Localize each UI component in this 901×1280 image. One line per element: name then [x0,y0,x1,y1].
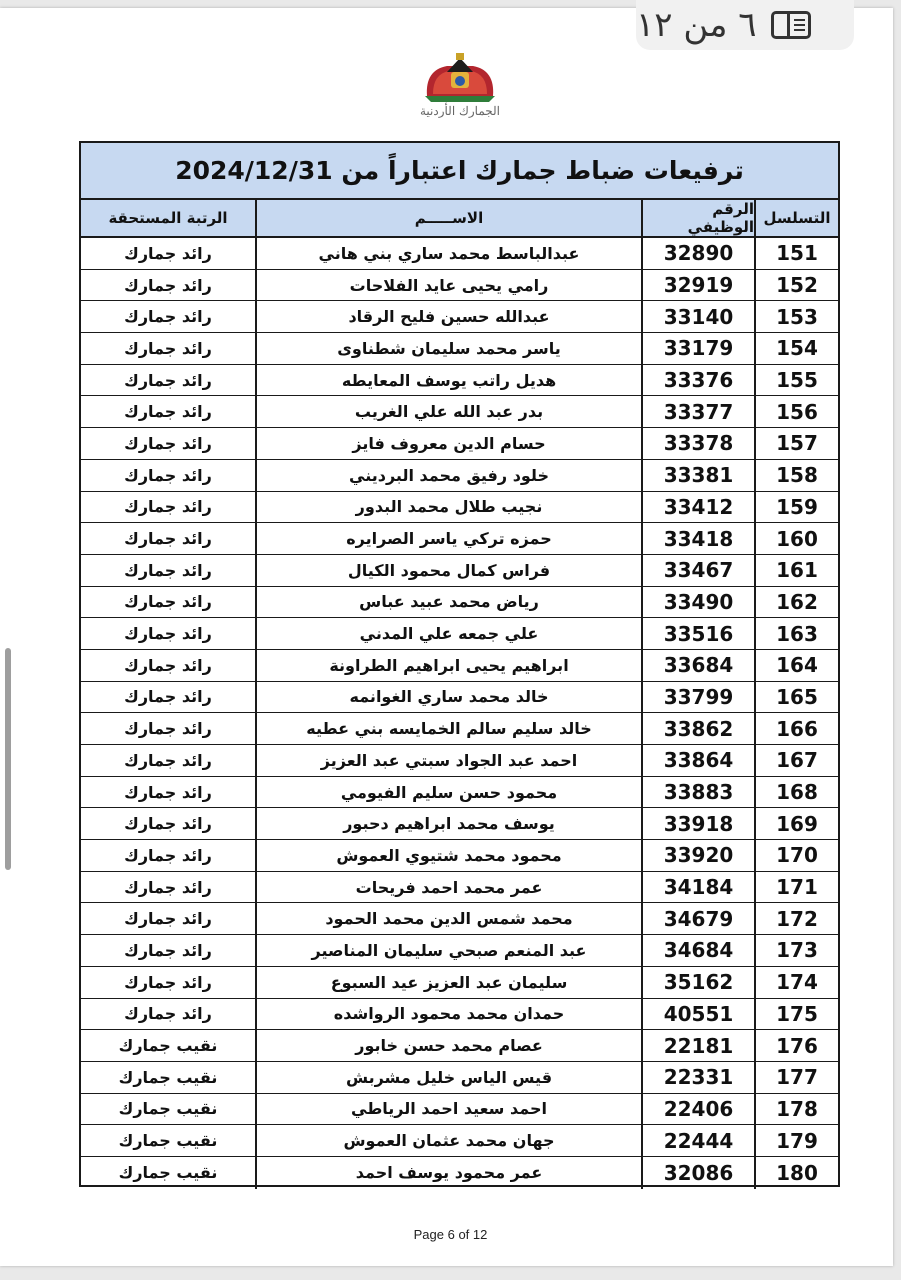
cell-job-number: 34184 [641,872,754,903]
column-header-job-number: الرقم الوظيفي [641,200,754,236]
cell-serial: 167 [754,745,838,776]
cell-name: محمد شمس الدين محمد الحمود [255,903,641,934]
cell-rank: رائد جمارك [124,940,212,960]
cell-rank: نقيب جمارك [118,1099,218,1119]
cell-rank: رائد جمارك [124,1004,212,1024]
cell-serial: 173 [754,935,838,966]
cell-name: نجيب طلال محمد البدور [255,492,641,523]
cell-serial: 180 [754,1157,838,1189]
table-row [81,555,838,587]
table-row [81,935,838,967]
cell-job-number: 33490 [641,587,754,618]
cell-serial: 169 [754,808,838,839]
cell-rank: رائد جمارك [124,687,212,707]
cell-rank: رائد جمارك [124,782,212,802]
cell-job-number: 33467 [641,555,754,586]
table-row [81,238,838,270]
table-row [81,650,838,682]
cell-rank: رائد جمارك [124,497,212,517]
cell-job-number: 33376 [641,365,754,396]
cell-job-number: 33179 [641,333,754,364]
cell-serial: 168 [754,777,838,808]
table-row [81,333,838,365]
cell-job-number: 33864 [641,745,754,776]
cell-serial: 161 [754,555,838,586]
cell-job-number: 33377 [641,396,754,427]
cell-job-number: 33920 [641,840,754,871]
cell-serial: 163 [754,618,838,649]
column-header-rank: الرتبة المستحقة [108,209,228,227]
table-row [81,999,838,1031]
cell-rank: رائد جمارك [124,370,212,390]
cell-rank: رائد جمارك [124,529,212,549]
cell-rank: رائد جمارك [124,338,212,358]
cell-rank: رائد جمارك [124,560,212,580]
table-row [81,840,838,872]
cell-rank: رائد جمارك [124,719,212,739]
cell-job-number: 33862 [641,713,754,744]
cell-rank: نقيب جمارك [118,1163,218,1183]
table-row [81,460,838,492]
cell-rank: نقيب جمارك [118,1131,218,1151]
table-row [81,745,838,777]
cell-job-number: 33883 [641,777,754,808]
table-row [81,903,838,935]
table-body [81,238,838,1189]
cell-serial: 175 [754,999,838,1030]
cell-serial: 155 [754,365,838,396]
cell-name: احمد عبد الجواد سبتي عبد العزيز [255,745,641,776]
cell-serial: 178 [754,1094,838,1125]
cell-job-number: 33684 [641,650,754,681]
table-row [81,808,838,840]
table-row [81,682,838,714]
cell-serial: 151 [754,238,838,269]
cell-name: عبد المنعم صبحي سليمان المناصير [255,935,641,966]
cell-name: عمر محمود يوسف احمد [255,1157,641,1189]
table-row [81,1094,838,1126]
cell-rank: رائد جمارك [124,750,212,770]
page-number-label: Page 6 of 12 [413,1227,488,1242]
table-row [81,270,838,302]
cell-serial: 174 [754,967,838,998]
cell-name: خالد محمد ساري الغوانمه [255,682,641,713]
cell-name: عمر محمد احمد فريحات [255,872,641,903]
cell-job-number: 40551 [641,999,754,1030]
cell-name: محمود محمد شتيوي العموش [255,840,641,871]
cell-serial: 157 [754,428,838,459]
cell-rank: رائد جمارك [124,845,212,865]
cell-serial: 177 [754,1062,838,1093]
cell-rank: رائد جمارك [124,814,212,834]
cell-job-number: 22181 [641,1030,754,1061]
cell-job-number: 35162 [641,967,754,998]
cell-rank: رائد جمارك [124,909,212,929]
cell-job-number: 22406 [641,1094,754,1125]
scrollbar[interactable] [5,648,11,870]
promotions-table [79,141,840,1187]
cell-job-number: 33799 [641,682,754,713]
cell-rank: رائد جمارك [124,877,212,897]
cell-name: خالد سليم سالم الخمايسه بني عطيه [255,713,641,744]
cell-name: سليمان عبد العزيز عيد السبوع [255,967,641,998]
cell-name: عبدالباسط محمد ساري بني هاني [255,238,641,269]
table-row [81,777,838,809]
cell-name: ابراهيم يحيى ابراهيم الطراونة [255,650,641,681]
cell-name: محمود حسن سليم الفيومي [255,777,641,808]
cell-serial: 170 [754,840,838,871]
table-row [81,713,838,745]
cell-serial: 160 [754,523,838,554]
cell-serial: 172 [754,903,838,934]
cell-rank: رائد جمارك [124,402,212,422]
cell-serial: 162 [754,587,838,618]
table-row [81,1030,838,1062]
cell-job-number: 33140 [641,301,754,332]
cell-name: حمزه تركي ياسر الصرايره [255,523,641,554]
table-header-row [81,200,838,238]
table-row [81,301,838,333]
column-header-name: الاســـــم [255,200,641,236]
column-header-serial: التسلسل [754,200,838,236]
cell-rank: رائد جمارك [124,307,212,327]
cell-name: ياسر محمد سليمان شطناوى [255,333,641,364]
cell-serial: 158 [754,460,838,491]
cell-name: حسام الدين معروف فايز [255,428,641,459]
cell-job-number: 33516 [641,618,754,649]
cell-rank: نقيب جمارك [118,1067,218,1087]
cell-serial: 176 [754,1030,838,1061]
cell-job-number: 33381 [641,460,754,491]
cell-name: جهان محمد عثمان العموش [255,1125,641,1156]
cell-name: رامي يحيى عايد الفلاحات [255,270,641,301]
cell-name: خلود رفيق محمد البرديني [255,460,641,491]
table-row [81,967,838,999]
table-row [81,587,838,619]
cell-serial: 165 [754,682,838,713]
cell-name: علي جمعه علي المدني [255,618,641,649]
cell-serial: 164 [754,650,838,681]
page-indicator[interactable] [636,0,854,50]
table-row [81,1125,838,1157]
cell-rank: رائد جمارك [124,655,212,675]
cell-job-number: 32890 [641,238,754,269]
table-row [81,396,838,428]
table-row [81,618,838,650]
cell-serial: 152 [754,270,838,301]
cell-job-number: 33412 [641,492,754,523]
cell-job-number: 32086 [641,1157,754,1189]
cell-name: رياض محمد عبيد عباس [255,587,641,618]
cell-rank: نقيب جمارك [118,1036,218,1056]
table-row [81,1157,838,1189]
emblem [385,52,535,124]
cell-job-number: 32919 [641,270,754,301]
table-row [81,872,838,904]
coat-of-arms-icon [385,52,535,104]
cell-job-number: 33418 [641,523,754,554]
cell-name: فراس كمال محمود الكيال [255,555,641,586]
cell-rank: رائد جمارك [124,243,212,263]
cell-rank: رائد جمارك [124,972,212,992]
table-row [81,492,838,524]
cell-name: عصام محمد حسن خابور [255,1030,641,1061]
table-row [81,365,838,397]
cell-rank: رائد جمارك [124,465,212,485]
cell-job-number: 34684 [641,935,754,966]
table-row [81,428,838,460]
cell-name: هديل راتب يوسف المعايطه [255,365,641,396]
page-indicator-text: ٦ من ١٢ [636,5,757,45]
cell-name: بدر عبد الله علي الغريب [255,396,641,427]
emblem-caption: الجمارك الأردنية [419,104,500,118]
table-title: ترفيعات ضباط جمارك اعتباراً من 2024/12/31 [81,143,838,200]
cell-rank: رائد جمارك [124,275,212,295]
cell-serial: 153 [754,301,838,332]
cell-serial: 156 [754,396,838,427]
cell-rank: رائد جمارك [124,624,212,644]
cell-rank: رائد جمارك [124,592,212,612]
cell-job-number: 22444 [641,1125,754,1156]
cell-serial: 179 [754,1125,838,1156]
cell-serial: 171 [754,872,838,903]
cell-serial: 154 [754,333,838,364]
document-page [0,8,893,1266]
table-row [81,1062,838,1094]
cell-name: عبدالله حسين فليح الرقاد [255,301,641,332]
book-icon[interactable] [771,11,811,39]
cell-job-number: 33918 [641,808,754,839]
cell-serial: 166 [754,713,838,744]
table-row [81,523,838,555]
cell-serial: 159 [754,492,838,523]
cell-name: احمد سعيد احمد الرياطي [255,1094,641,1125]
cell-job-number: 33378 [641,428,754,459]
cell-job-number: 34679 [641,903,754,934]
cell-rank: رائد جمارك [124,433,212,453]
cell-name: قيس الياس خليل مشربش [255,1062,641,1093]
cell-job-number: 22331 [641,1062,754,1093]
cell-name: يوسف محمد ابراهيم دحبور [255,808,641,839]
cell-name: حمدان محمد محمود الرواشده [255,999,641,1030]
